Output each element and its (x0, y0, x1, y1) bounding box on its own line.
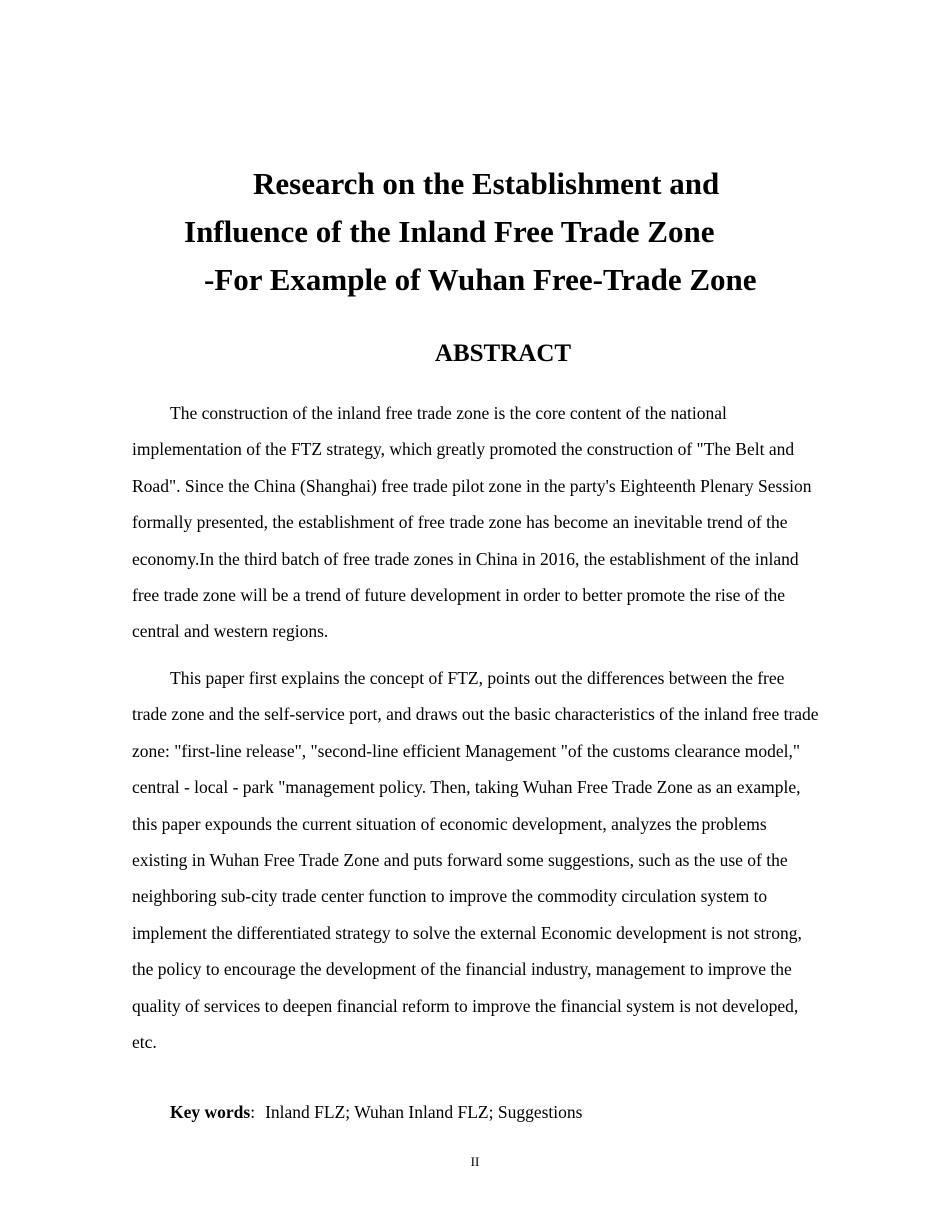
title-line-1: Research on the Establishment and (253, 166, 720, 201)
title-line-3: -For Example of Wuhan Free-Trade Zone (204, 262, 757, 297)
abstract-paragraph-2: This paper first explains the concept of FTZ, points out the differences between the free trade zone and the self-service port, and draws out the basic characteristics of the inland free trade zone: "first-line release", "second-line efficient Management "of the customs clearance model," central - local - park "management policy. Then, taking Wuhan Free Trade Zone as an example, this paper expounds the current situation of economic development, analyzes the problems existing in Wuhan Free Trade Zone and puts forward some suggestions, such as the use of the neighboring sub-city trade center function to improve the commodity circulation system to implement the differentiated strategy to solve the external Economic development is not strong, the policy to encourage the development of the financial industry, management to improve the quality of services to deepen financial reform to improve the financial system is not developed, etc. (132, 668, 819, 1053)
keywords-line (170, 1098, 582, 1126)
abstract-heading: ABSTRACT (434, 340, 572, 367)
abstract-paragraph-1-block (132, 395, 822, 650)
keywords-colon: : (250, 1102, 256, 1122)
abstract-paragraph-2-block (132, 660, 822, 1060)
page-number: II (470, 1154, 480, 1169)
keywords-label: Key words (170, 1102, 251, 1122)
abstract-paragraph-1: The construction of the inland free trade zone is the core content of the national implementation of the FTZ strategy, which greatly promoted the construction of "The Belt and Road". Since the China (Shanghai) free trade pilot zone in the party's Eighteenth Plenary Session formally presented, the establishment of free trade zone has become an inevitable trend of the economy.In the third batch of free trade zones in China in 2016, the establishment of the inland free trade zone will be a trend of future development in order to better promote the rise of the central and western regions. (132, 403, 812, 642)
title-line-2: Influence of the Inland Free Trade Zone (184, 214, 715, 249)
keywords-value: Inland FLZ; Wuhan Inland FLZ; Suggestions (265, 1102, 583, 1122)
